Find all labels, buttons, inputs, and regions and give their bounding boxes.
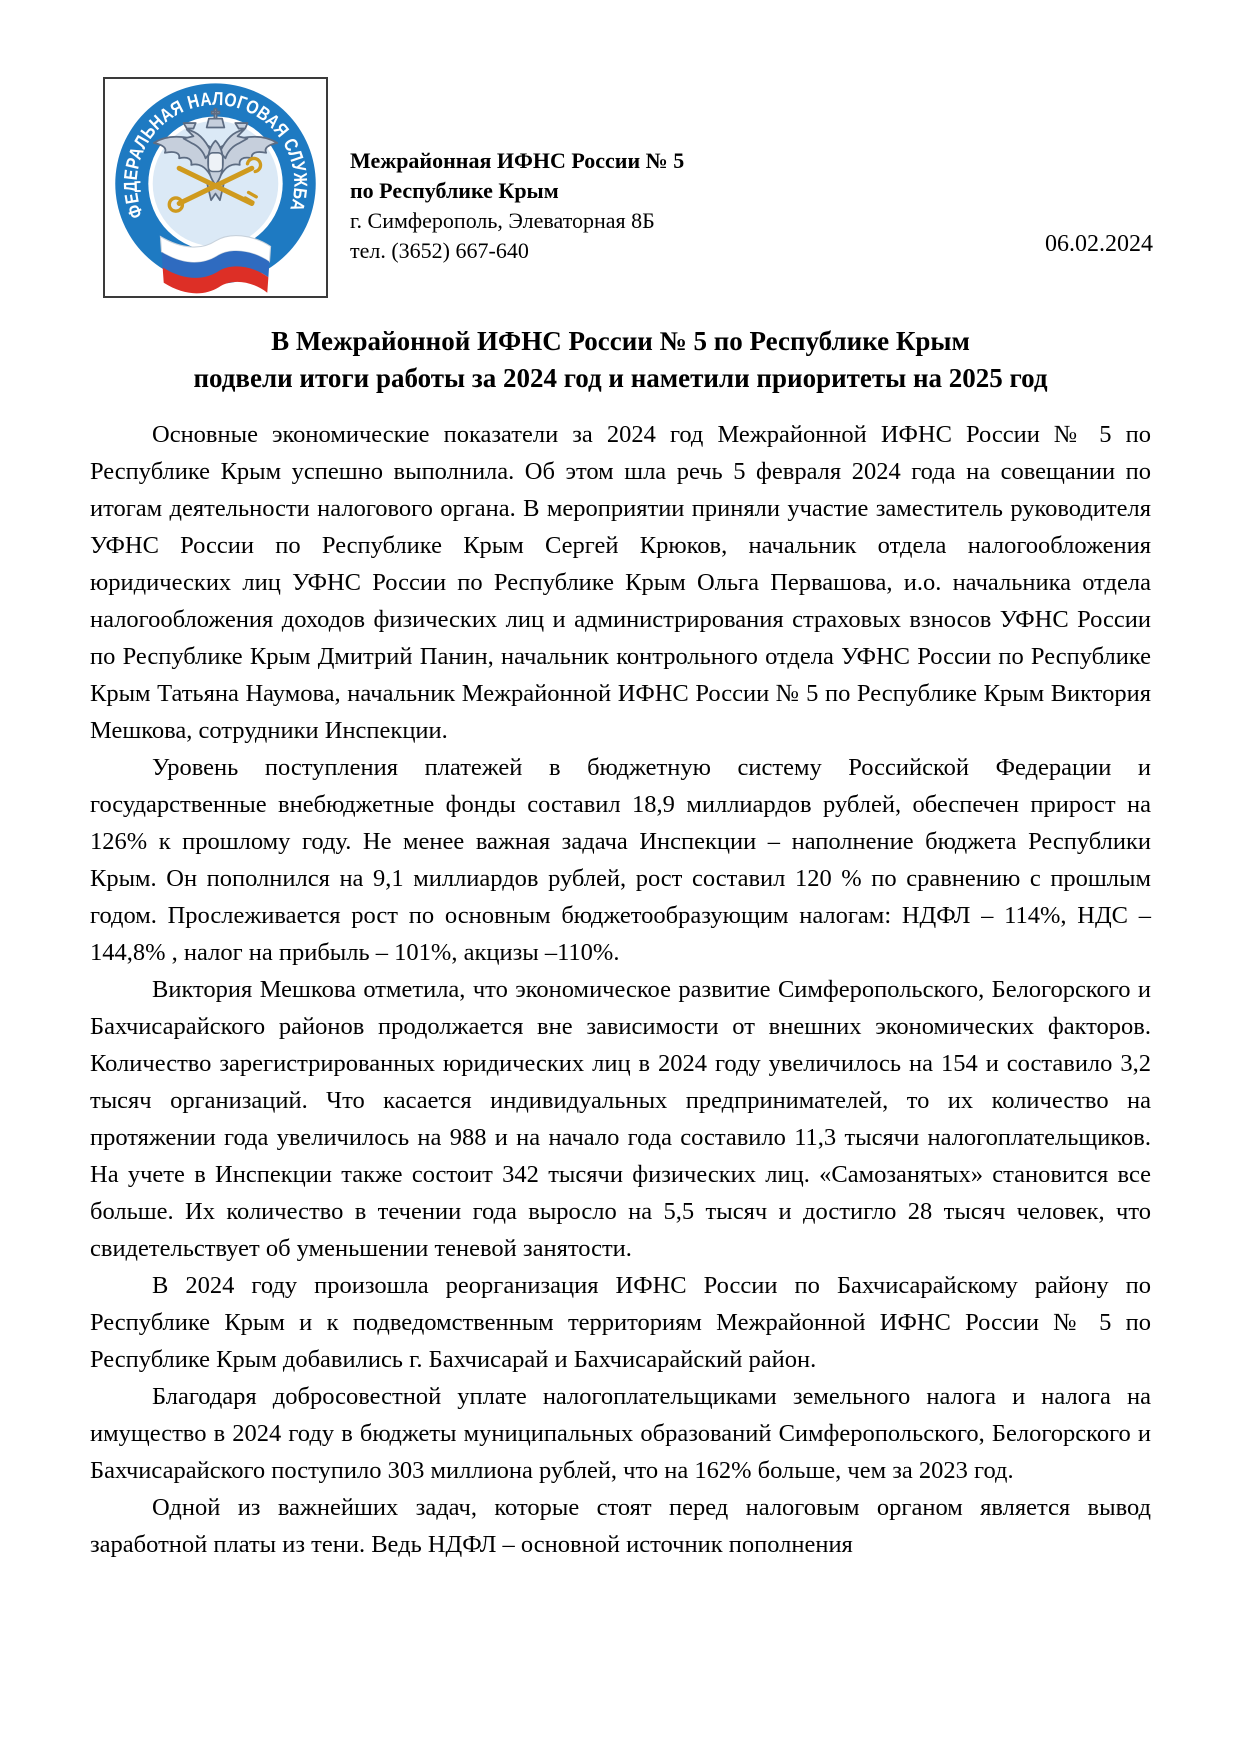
org-address: г. Симферополь, Элеваторная 8Б [350,208,655,233]
org-name-line1: Межрайонная ИФНС России № 5 [350,148,685,173]
document-date: 06.02.2024 [1045,231,1153,257]
org-phone: тел. (3652) 667-640 [350,238,529,263]
paragraph-2: Уровень поступления платежей в бюджетную систему Российской Федерации и государственные внебюджетные фонды составил 18,9 миллиардов рублей, обеспечен прирост на 126% к прошлому году. Не менее важная задача Инспекции – наполнение бюджета Республики Крым. Он пополнился на 9,1 миллиардов рублей, рост составил 120 % по сравнению с прошлым годом. Прослеживается рост по основным бюджетообразующим налогам: НДФЛ – 114%, НДС – 144,8% , налог на прибыль – 101%, акцизы –110%. [90,754,1151,966]
flag-ribbon-icon [160,236,270,294]
article-body [90,416,1151,1563]
logo-ring-text: ФЕДЕРАЛЬНАЯ НАЛОГОВАЯ СЛУЖБА [119,87,312,222]
paragraph-4: В 2024 году произошла реорганизация ИФНС России по Бахчисарайскому району по Республике Крым и к подведомственным территориям Межрайонной ИФНС России № 5 по Республике Крым добавились г. Бахчисарай и Бахчисарайский район. [90,1272,1151,1373]
title-line-2: подвели итоги работы за 2024 год и наметили приоритеты на 2025 год [193,363,1048,393]
fns-logo [103,77,328,298]
paragraph-6: Одной из важнейших задач, которые стоят перед налоговым органом является вывод заработной платы из тени. Ведь НДФЛ – основной источник пополнения [90,1494,1151,1558]
paragraph-5: Благодаря добросовестной уплате налогоплательщиками земельного налога и налога на имущество в 2024 году в бюджеты муниципальных образований Симферопольского, Белогорского и Бахчисарайского поступило 303 миллиона рублей, что на 162% больше, чем за 2023 год. [90,1383,1151,1484]
sender-block [350,146,684,266]
paragraph-3: Виктория Мешкова отметила, что экономическое развитие Симферопольского, Белогорского и Бахчисарайского районов продолжается вне зависимости от внешних экономических факторов. Количество зарегистрированных юридических лиц в 2024 году увеличилось на 154 и составило 3,2 тысяч организаций. Что касается индивидуальных предпринимателей, то их количество на протяжении года увеличилось на 988 и на начало года составило 11,3 тысячи налогоплательщиков. На учете в Инспекции также состоит 342 тысячи физических лиц. «Самозанятых» становится все больше. Их количество в течении года выросло на 5,5 тысяч и достигло 28 тысяч человек, что свидетельствует об уменьшении теневой занятости. [90,976,1151,1262]
fns-emblem-graphic [105,79,326,296]
paragraph-1: Основные экономические показатели за 2024 год Межрайонной ИФНС России № 5 по Республике Крым успешно выполнила. Об этом шла речь 5 февраля 2024 года на совещании по итогам деятельности налогового органа. В мероприятии приняли участие заместитель руководителя УФНС России по Республике Крым Сергей Крюков, начальник отдела налогообложения юридических лиц УФНС России по Республике Крым Ольга Первашова, и.о. начальника отдела налогообложения доходов физических лиц и администрирования страховых взносов УФНС России по Республике Крым Дмитрий Панин, начальник контрольного отдела УФНС России по Республике Крым Татьяна Наумова, начальник Межрайонной ИФНС России № 5 по Республике Крым Виктория Мешкова, сотрудники Инспекции. [90,421,1151,744]
document-title [90,323,1151,397]
title-line-1: В Межрайонной ИФНС России № 5 по Республике Крым [271,326,970,356]
org-name-line2: по Республике Крым [350,178,559,203]
